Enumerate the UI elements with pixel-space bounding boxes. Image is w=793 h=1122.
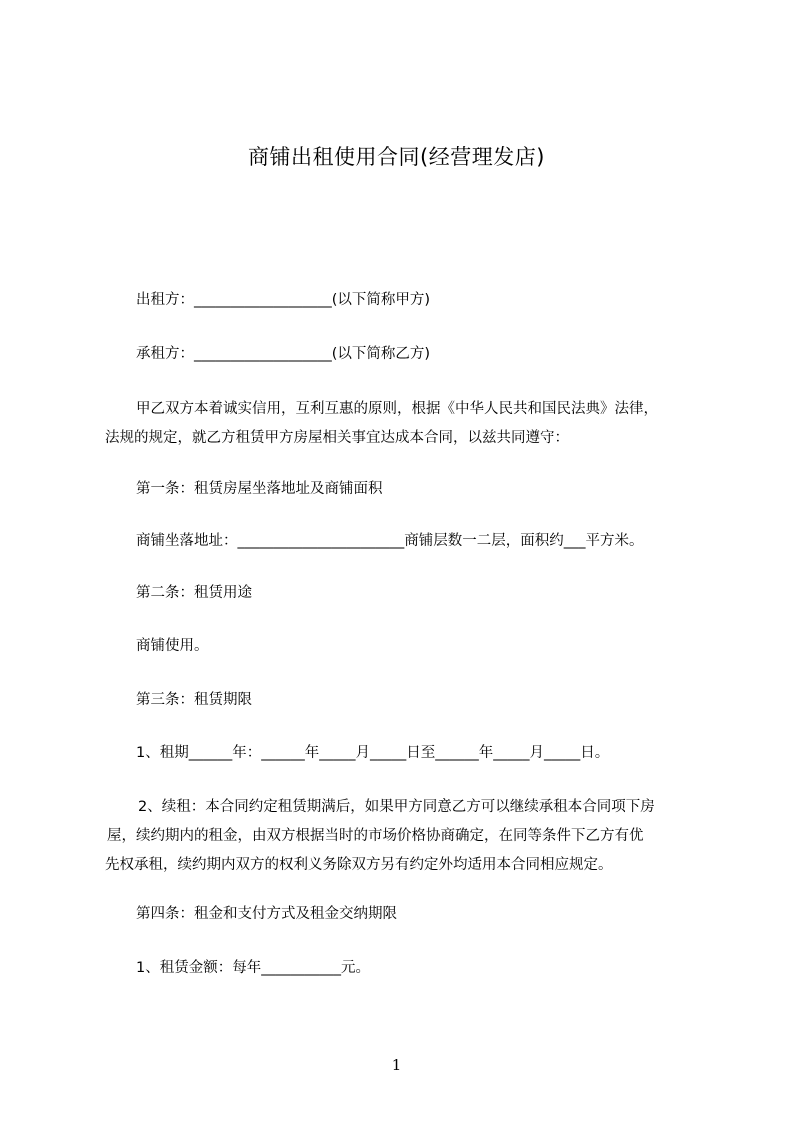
preamble-line-2: 法规的规定，就乙方租赁甲方房屋相关事宜达成本合同，以兹共同遵守： [105,430,569,446]
lease-use-line: 商铺使用。 [136,638,209,654]
rent-amount-line: 1、租赁金额：每年___________元。 [136,960,370,976]
lessee-line: 承租方：___________________(以下简称乙方) [136,346,431,362]
preamble-paragraph [105,395,721,453]
article-2-heading: 第二条：租赁用途 [136,585,252,601]
renewal-line-1: 2、续租：本合同约定租赁期满后，如果甲方同意乙方可以继续承租本合同项下房 [138,799,655,815]
lease-term-line: 1、租期______年：______年_____月_____日至______年_____月_____日。 [136,745,610,761]
preamble-line-1: 甲乙双方本着诚实信用，互利互惠的原则，根据《中华人民共和国民法典》法律， [136,401,658,417]
renewal-line-3: 先权承租，续约期内双方的权利义务除双方另有约定外均适用本合同相应规定。 [105,857,613,873]
page-title: 商铺出租使用合同(经营理发店) [248,145,545,169]
article-3-heading: 第三条：租赁期限 [136,692,252,708]
page-number: 1 [391,1056,402,1074]
article-1-heading: 第一条：租赁房屋坐落地址及商铺面积 [136,481,383,497]
article-4-heading: 第四条：租金和支付方式及租金交纳期限 [136,906,397,922]
lessor-line: 出租方：___________________(以下简称甲方) [136,292,431,308]
shop-address-line: 商铺坐落地址：_______________________商铺层数一二层，面积约___平方米。 [136,533,644,549]
renewal-line-2: 屋，续约期内的租金，由双方根据当时的市场价格协商确定，在同等条件下乙方有优 [107,828,644,844]
renewal-paragraph [105,793,721,880]
